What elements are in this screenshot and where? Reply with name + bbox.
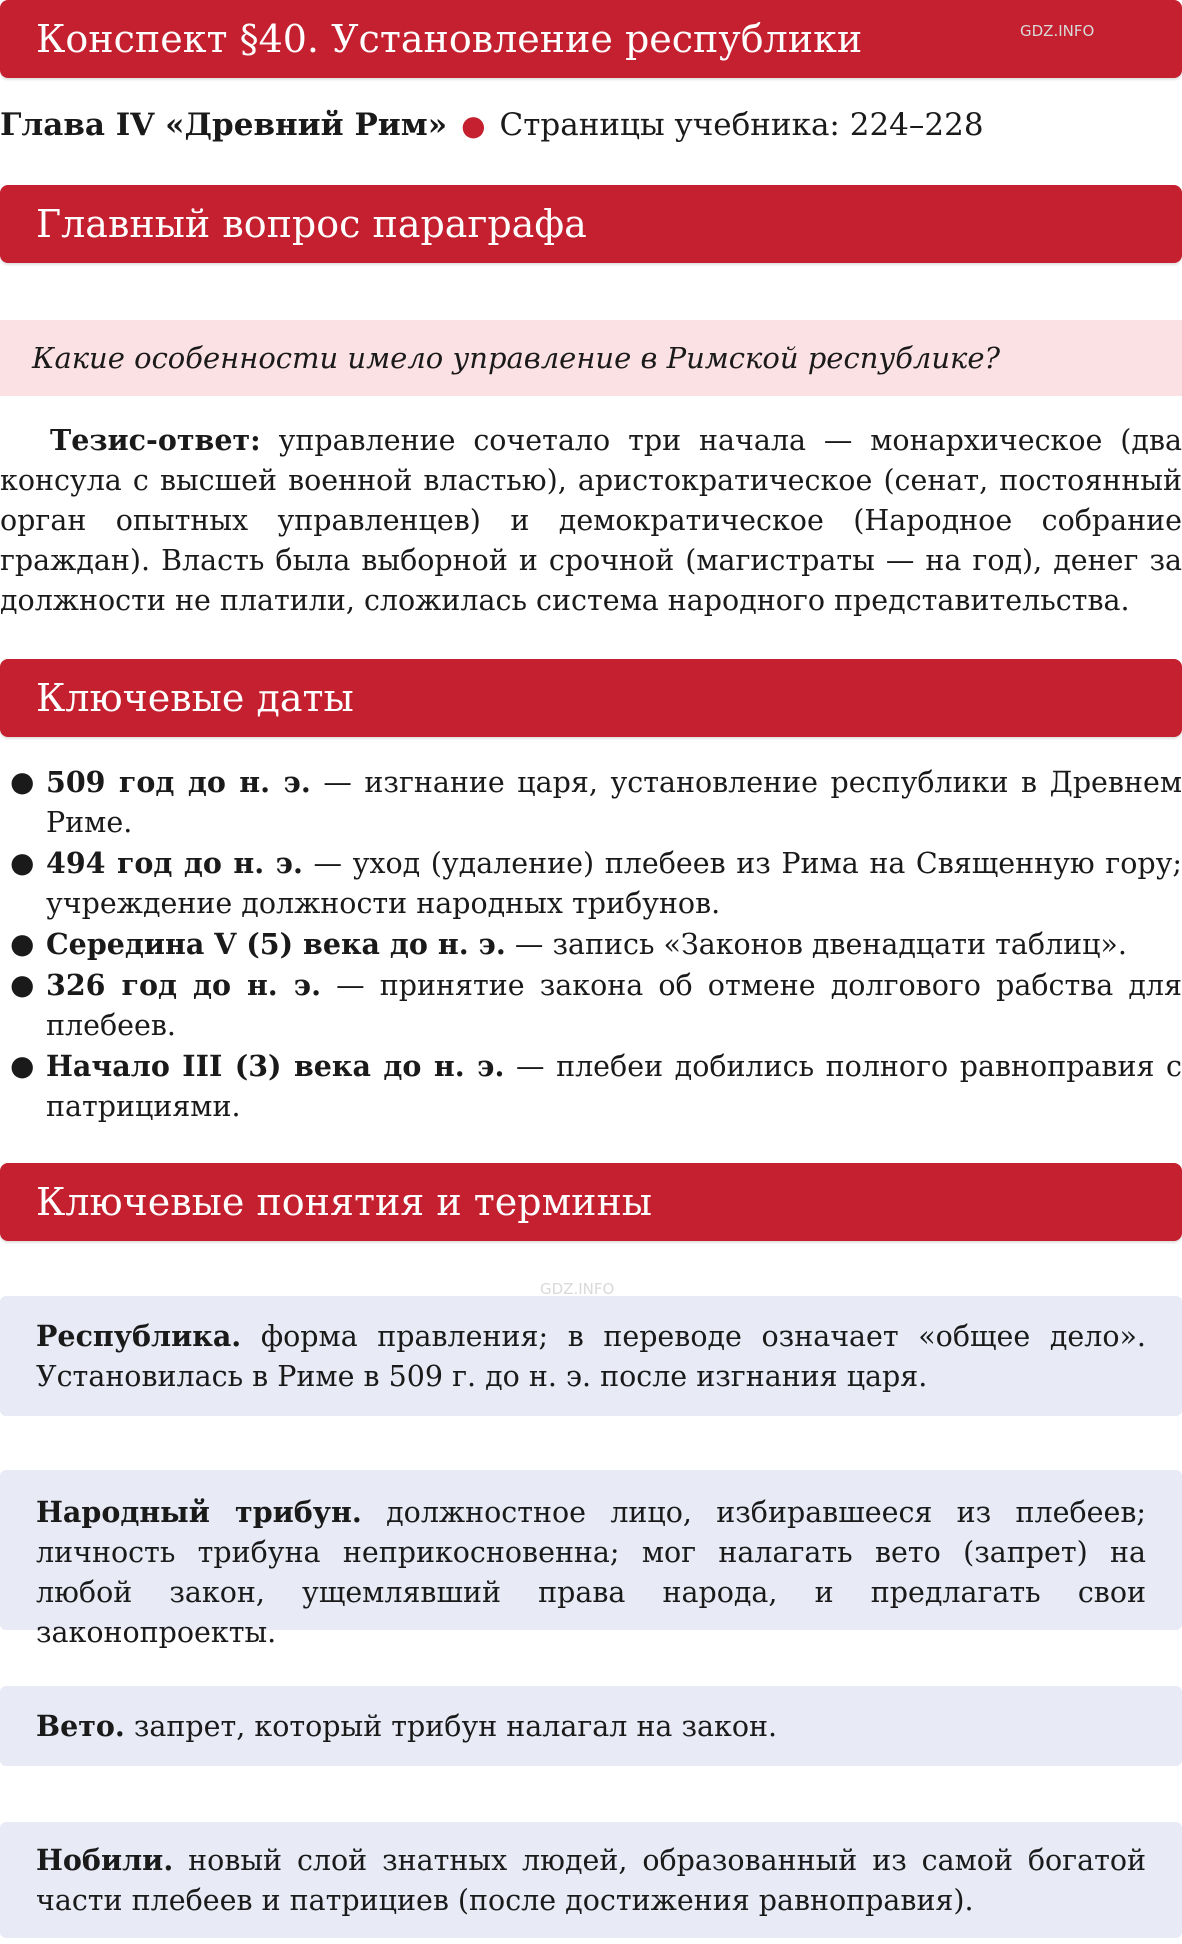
thesis-answer bbox=[0, 420, 1182, 621]
list-item bbox=[0, 843, 1182, 924]
term-definition: форма правления; в переводе означает «общее дело». Установилась в Риме в 509 г. до н. э. после изгнания царя. bbox=[36, 1320, 1146, 1393]
term-card bbox=[0, 1470, 1182, 1649]
key-terms-header: Ключевые понятия и термины bbox=[0, 1163, 1182, 1241]
date-label: 494 год до н. э. bbox=[46, 846, 303, 880]
term-card bbox=[0, 1686, 1182, 1766]
term-definition: новый слой знатных людей, образованный из самой богатой части плебеев и патрициев (после достижения равноправия). bbox=[36, 1844, 1147, 1917]
list-item bbox=[0, 965, 1182, 1046]
bullet-icon: ● bbox=[10, 846, 35, 879]
term-definition: должностное лицо, избиравшееся из плебеев; личность трибуна неприкосновенна; мог налагать вето (запрет) на любой закон, ущемлявший права народа, и предлагать свои законопроекты. bbox=[36, 1496, 1147, 1649]
key-dates-header: Ключевые даты bbox=[0, 659, 1182, 737]
term-definition: запрет, который трибун налагал на закон. bbox=[133, 1710, 778, 1743]
term-card bbox=[0, 1296, 1182, 1416]
bullet-icon: ● bbox=[10, 927, 35, 960]
term-name: Народный трибун. bbox=[36, 1495, 362, 1529]
date-label: Середина V (5) века до н. э. bbox=[46, 927, 506, 961]
date-text: — уход (удаление) плебеев из Рима на Священную гору; учреждение должности народных трибунов. bbox=[46, 847, 1182, 920]
term-name: Нобили. bbox=[36, 1843, 174, 1877]
bullet-icon: ● bbox=[10, 1049, 35, 1082]
main-question: Какие особенности имело управление в Римской республике? bbox=[0, 320, 1182, 396]
term-card bbox=[0, 1822, 1182, 1938]
textbook-pages: Страницы учебника: 224–228 bbox=[499, 107, 984, 143]
term-name: Вето. bbox=[36, 1709, 125, 1743]
list-item bbox=[0, 1046, 1182, 1127]
date-label: 326 год до н. э. bbox=[46, 968, 321, 1002]
date-text: — плебеи добились полного равноправия с патрициями. bbox=[46, 1050, 1182, 1123]
thesis-text: управление сочетало три начала — монархическое (два консула с высшей военной властью), аристократическое (сенат, постоянный орган опытных управленцев) и демократическое (Народное собрание граждан). Власть была выборной и срочной (магистраты — на год), денег за должности не платили, сложилась система народного представительства. bbox=[0, 424, 1182, 617]
watermark: GDZ.INFO bbox=[1020, 22, 1095, 40]
date-label: Начало III (3) века до н. э. bbox=[46, 1049, 505, 1083]
watermark: GDZ.INFO bbox=[540, 1280, 615, 1298]
main-question-header: Главный вопрос параграфа bbox=[0, 185, 1182, 263]
term-name: Республика. bbox=[36, 1319, 242, 1353]
chapter-name: Глава IV «Древний Рим» bbox=[0, 107, 448, 143]
key-dates-list bbox=[0, 762, 1182, 1127]
bullet-icon: ● bbox=[10, 765, 35, 798]
bullet-icon: ● bbox=[10, 968, 35, 1001]
page-title: Конспект §40. Установление республики bbox=[0, 0, 1182, 78]
separator-dot-icon: ● bbox=[461, 109, 486, 142]
date-text: — запись «Законов двенадцати таблиц». bbox=[514, 928, 1127, 961]
chapter-subtitle bbox=[0, 105, 1182, 146]
date-text: — принятие закона об отмене долгового рабства для плебеев. bbox=[46, 969, 1182, 1042]
list-item bbox=[0, 924, 1182, 965]
thesis-label: Тезис-ответ: bbox=[50, 423, 261, 457]
date-label: 509 год до н. э. bbox=[46, 765, 311, 799]
list-item bbox=[0, 762, 1182, 843]
date-text: — изгнание царя, установление республики в Древнем Риме. bbox=[46, 766, 1182, 839]
